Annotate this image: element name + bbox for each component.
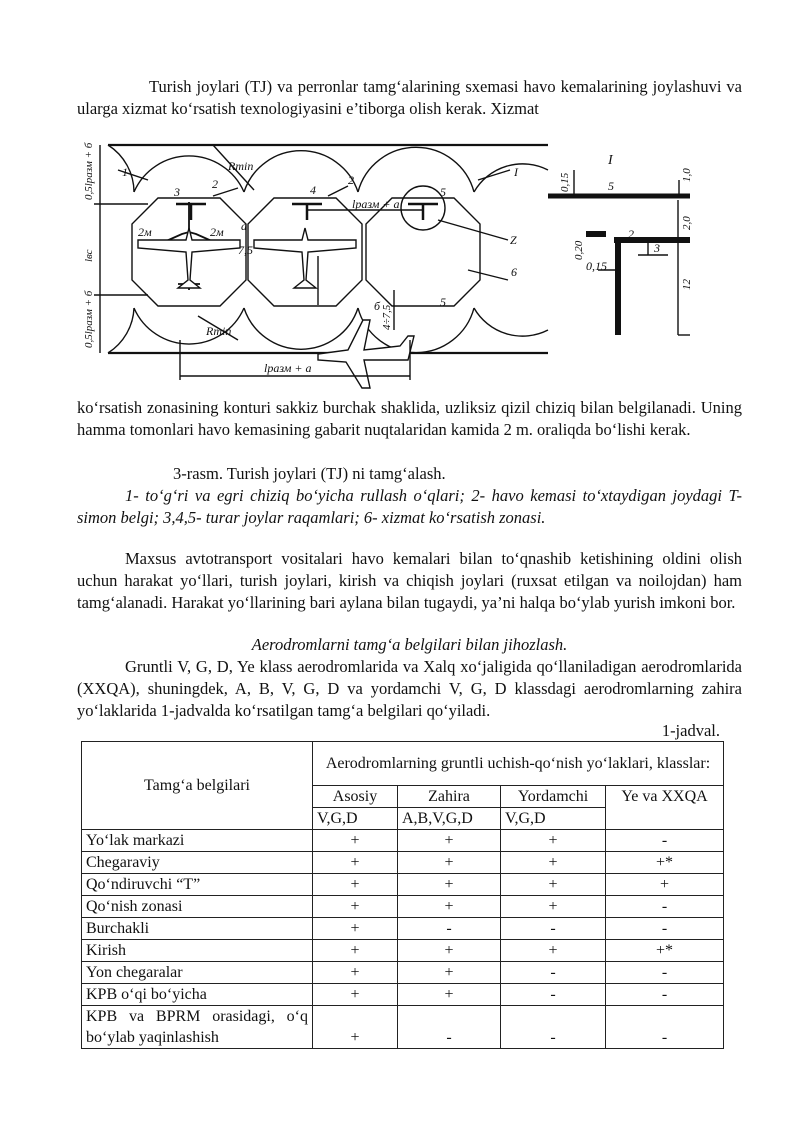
table-row: Qo‘nish zonasi + + + - bbox=[82, 896, 724, 918]
table-row: Chegaraviy + + + +* bbox=[82, 852, 724, 874]
figure-label-lrazm-bottom: lразм + a bbox=[264, 361, 312, 375]
figure-caption-title: 3-rasm. Turish joylari (TJ) ni tamg‘alash. bbox=[173, 464, 446, 483]
marking-table bbox=[81, 741, 724, 1049]
detail-label-015b: 0,15 bbox=[586, 259, 607, 273]
section-title: Aerodromlarni tamg‘a belgilari bilan jihozlash. bbox=[251, 635, 568, 654]
paragraph-vehicle-roads: Maxsus avtotransport vositalari havo kemalari bilan to‘qnashib ketishining oldini olish uchun harakat yo‘llari, turish joylari, kirish va chiqish joylari (ruxsat etilgan va noilojdan) ham tamg‘alanadi. Harakat yo‘llarining bari aylana bilan tugaydi, ya’ni halqa bo‘ylab yurish imkoni bor. bbox=[77, 549, 742, 612]
figure-caption-legend: 1- to‘g‘ri va egri chiziq bo‘yicha rullash o‘qlari; 2- havo kemasi to‘xtaydigan joydagi T-simon belgi; 3,4,5- turar joylar raqamlari; 6- xizmat ko‘rsatish zonasi. bbox=[77, 486, 742, 527]
table-header-group: Aerodromlarning gruntli uchish-qo‘nish yo‘laklari, klasslar: bbox=[313, 742, 724, 786]
paragraph-zone-contour: ko‘rsatish zonasining konturi sakkiz burchak shaklida, uzliksiz qizil chiziq bilan belgilanadi. Uning hamma tomonlari havo kemasining gabarit nuqtalaridan kamida 2 m. oraliqda bo‘lishi kerak. bbox=[77, 398, 742, 439]
figure-left-bot-dim: 0,5lразм + б bbox=[83, 290, 95, 348]
figure-label-lrazm: lразм + a bbox=[352, 197, 400, 211]
figure-dim-475: 4÷7,5 bbox=[381, 304, 393, 330]
figure-label-2m-2: 2м bbox=[210, 225, 224, 239]
intro-paragraph: Turish joylari (TJ) va perronlar tamg‘alarining sxemasi havo kemalarining joylashuvi va ularga xizmat ko‘rsatish texnologiyasini e’tiborga olish kerak. Xizmat bbox=[77, 77, 742, 118]
figure-label-roman-I: I bbox=[514, 165, 518, 179]
table-subcol-yordamchi: V,G,D bbox=[501, 808, 606, 830]
detail-dim-015: 0,15 bbox=[559, 172, 571, 192]
table-row: KPB o‘qi bo‘yicha + + - - bbox=[82, 984, 724, 1006]
table-col-zahira: Zahira bbox=[398, 786, 501, 808]
table-row: Qo‘ndiruvchi “T” + + + + bbox=[82, 874, 724, 896]
table-col-yordamchi: Yordamchi bbox=[501, 786, 606, 808]
detail-dim-020: 0,20 bbox=[573, 240, 585, 260]
detail-label-2: 2 bbox=[628, 227, 634, 241]
figure-label-b: б bbox=[374, 299, 381, 313]
detail-dim-10: 1,0 bbox=[681, 168, 693, 182]
detail-title: I bbox=[608, 153, 613, 168]
figure-label-4: 4 bbox=[310, 183, 316, 197]
figure-label-z: Z bbox=[510, 233, 517, 247]
table-subcol-zahira: A,B,V,G,D bbox=[398, 808, 501, 830]
figure-label-2b: 2 bbox=[348, 173, 354, 187]
detail-label-5: 5 bbox=[608, 179, 614, 193]
table-subcol-asosiy: V,G,D bbox=[313, 808, 398, 830]
figure-label-75: 7,5 bbox=[238, 243, 253, 257]
detail-label-3: 3 bbox=[654, 241, 660, 255]
figure-label-2m-1: 2м bbox=[138, 225, 152, 239]
figure-label-rmin: Rmin bbox=[228, 159, 254, 173]
figure-label-5b: 5 bbox=[440, 295, 446, 309]
figure-label-1: 1 bbox=[122, 165, 128, 179]
figure-label-2: 2 bbox=[212, 177, 218, 191]
table-row: Yo‘lak markazi + + + - bbox=[82, 830, 724, 852]
figure-label-5: 5 bbox=[440, 185, 446, 199]
figure-left-mid-dim: lвс bbox=[83, 249, 95, 262]
table-col-asosiy: Asosiy bbox=[313, 786, 398, 808]
figure-left-top-dim: 0,5lразм + б bbox=[83, 142, 95, 200]
figure-label-3: 3 bbox=[174, 185, 180, 199]
table-label: 1-jadval. bbox=[661, 721, 720, 740]
table-row: Kirish + + + +* bbox=[82, 940, 724, 962]
table-row: KPB va BPRM orasidagi, o‘q bo‘ylab yaqinlashish + - - - bbox=[82, 1006, 724, 1049]
figure-label-a: a bbox=[241, 219, 247, 233]
paragraph-aerodromes: Gruntli V, G, D, Ye klass aerodromlarida va Xalq xo‘jaligida qo‘llaniladigan aerodromlarida (XXQA), shuningdek, A, B, V, G, D va yordamchi V, G, D klassdagi aerodromlarning zahira yo‘laklarida 1-jadvalda ko‘rsatilgan tamg‘a belgilari qo‘yiladi. bbox=[77, 657, 742, 720]
table-row: Burchakli + - - - bbox=[82, 918, 724, 940]
detail-dim-20: 2,0 bbox=[681, 216, 693, 230]
figure-label-rmin-bottom: Rmin bbox=[206, 324, 232, 338]
table-header-marks: Tamg‘a belgilari bbox=[82, 742, 313, 830]
stand-marking-figure bbox=[78, 140, 718, 395]
figure-label-6: 6 bbox=[511, 265, 517, 279]
table-col-ye-xxqa: Ye va XXQA bbox=[606, 786, 724, 830]
table-row: Yon chegaralar + + - - bbox=[82, 962, 724, 984]
detail-dim-12: 12 bbox=[681, 279, 693, 290]
